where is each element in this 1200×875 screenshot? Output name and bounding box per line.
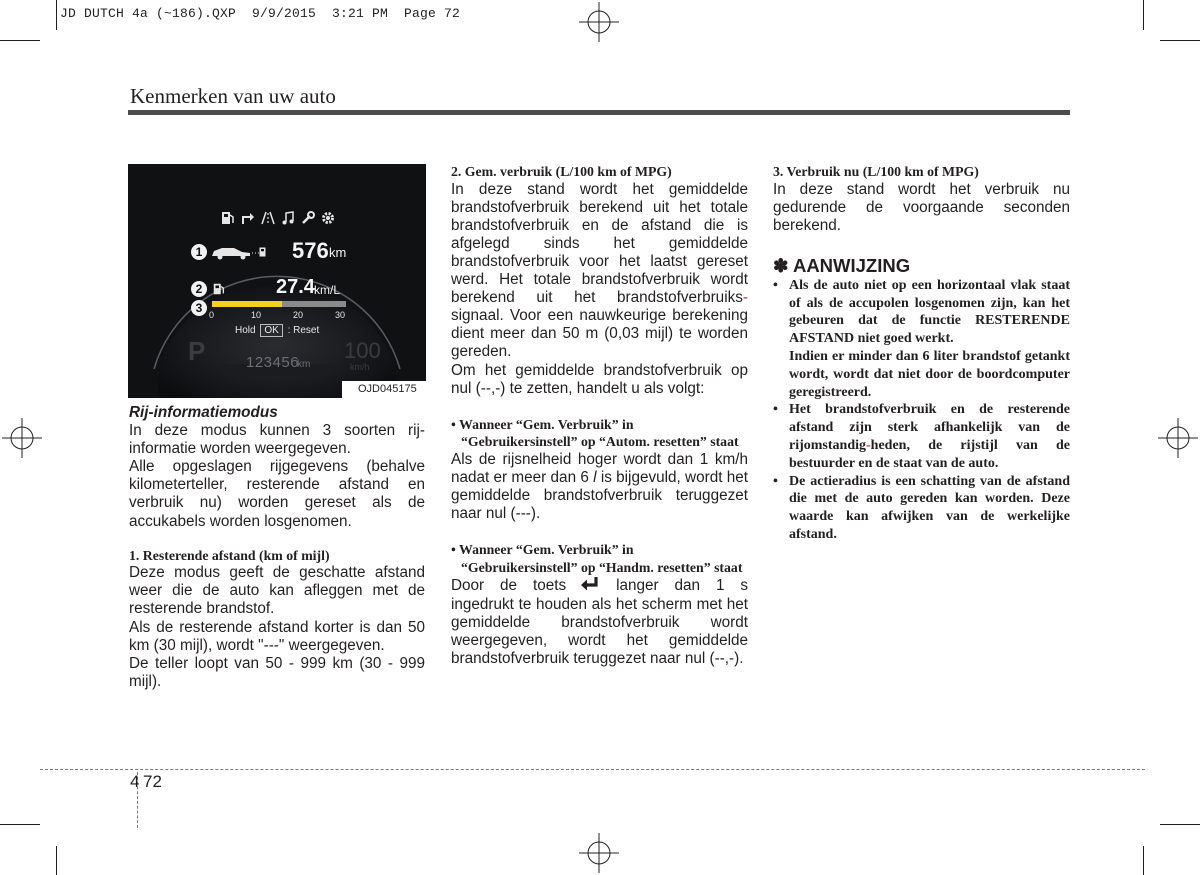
fuel-pump-icon: [220, 210, 236, 226]
crop-mark: [56, 0, 57, 30]
registration-mark-icon: [579, 833, 619, 873]
column-1: [129, 404, 425, 691]
hold-label: Hold: [235, 325, 256, 336]
chapter-number: 4: [130, 772, 140, 791]
crop-mark: [0, 40, 40, 41]
bar-tick-0: 0: [209, 310, 215, 320]
spacer: [451, 398, 748, 416]
bar-tick-20: 20: [293, 310, 304, 320]
spacer: [773, 235, 1070, 255]
crop-mark: [1160, 824, 1200, 825]
page-number: 72: [143, 772, 162, 791]
wrench-icon: [300, 210, 316, 226]
bar-tick-30: 30: [335, 310, 346, 320]
paragraph: Als de resterende afstand korter is dan 50 km (30 mijl), wordt "---" weergegeven.: [129, 618, 425, 654]
paragraph: Alle opgeslagen rijgegevens (behalve kilometerteller, resterende afstand en verbruik nu) worden gereset als de accukabels worden losgenomen.: [129, 458, 425, 530]
marker-2: 2: [191, 281, 207, 297]
music-note-icon: [280, 210, 296, 226]
range-value: 576: [292, 238, 329, 263]
turn-arrow-icon: [240, 210, 256, 226]
paragraph: Om het gemiddelde brandstofverbruik op nul (--,-) te zetten, handelt u als volgt:: [451, 361, 748, 397]
crop-mark: [1143, 0, 1144, 30]
ok-key: OK: [260, 324, 282, 337]
spacer: [129, 531, 425, 547]
odometer-unit: km: [297, 359, 311, 370]
odometer-value: 123456: [246, 354, 300, 371]
print-slug: JD DUTCH 4a (~186).QXP 9/9/2015 3:21 PM Page 72: [60, 6, 461, 21]
fuel-pump-icon: [258, 245, 270, 259]
column-3: [773, 163, 1070, 544]
registration-mark-icon: [2, 418, 42, 458]
column-2: [451, 163, 748, 668]
subheading-1: 1. Resterende afstand (km of mijl): [129, 547, 330, 563]
spacer: [451, 523, 748, 541]
note-bullet: • De actieradius is een schatting van de afstand die met de auto gereden kan worden. Deze waarde kan afwijken van de werkelijke afstand.: [773, 473, 1070, 544]
avg-consumption-value: 27.4: [276, 276, 315, 298]
section-title: Kenmerken van uw auto: [130, 84, 336, 108]
caption-title: Rij-informatiemodus: [129, 404, 278, 421]
return-key-icon: [580, 576, 600, 592]
paragraph: Door de toets langer dan 1 s ingedrukt te houden als het scherm met het gemiddelde brandstofverbruik wordt weergegeven, wordt het gemiddelde brandstofverbruik teruggezet naar nul (--,-).: [451, 577, 748, 667]
paragraph: Deze modus geeft de geschatte afstand weer die de auto kan afleggen met de resterende brandstof.: [129, 564, 425, 618]
paragraph: In deze stand wordt het verbruik nu gedurende de voorgaande seconden berekend.: [773, 180, 1070, 234]
crop-mark: [1160, 40, 1200, 41]
subheading-2: 2. Gem. verbruik (L/100 km of MPG): [451, 164, 672, 179]
crop-mark: [1143, 846, 1144, 875]
trip-menu-bar: [220, 210, 340, 226]
note-list: [773, 277, 1070, 544]
fuel-pump-icon: [212, 281, 226, 297]
hold-reset-hint: [235, 324, 319, 337]
subheading-3: 3. Verbruik nu (L/100 km of MPG): [773, 164, 979, 179]
road-icon: [260, 210, 276, 226]
marker-1: 1: [191, 244, 207, 260]
note-bullet: • Als de auto niet op een horizontaal vlak staat of als de accupolen losgenomen zijn, kan het gebeuren dat de functie RESTERENDE AFSTAND niet goed werkt. Indien er minder dan 6 liter brandstof getankt wordt, wordt dat niet door de boordcomputer geregistreerd.: [773, 277, 1070, 402]
gear-indicator: P: [188, 336, 206, 366]
bullet-heading-manual: • Wanneer “Gem. Verbruik” in “Gebruikersinstell” op “Handm. resetten” staat: [451, 542, 743, 575]
registration-mark-icon: [579, 2, 619, 42]
gear-icon: [320, 210, 336, 226]
header-rule: [128, 110, 1070, 115]
footer-rule: [40, 769, 1145, 770]
car-icon: [210, 244, 252, 260]
bar-tick-10: 10: [251, 310, 262, 320]
reset-label: : Reset: [287, 325, 320, 336]
figure-code: OJD045175: [358, 383, 417, 395]
speed-ghost-value: 100: [344, 338, 381, 363]
cluster-figure: [128, 164, 426, 398]
bullet-heading-auto: • Wanneer “Gem. Verbruik” in “Gebruikersinstell” op “Autom. resetten” staat: [451, 416, 739, 450]
paragraph: In deze stand wordt het gemiddelde brandstofverbruik berekend uit het totale brandstofverbruik en de afstand die is afgelegd sinds het gemiddelde brandstofverbruik voor het laatst gereset werd. Het totale brandstofverbruik wordt berekend uit het brandstofverbruiks-signaal. Voor een nauwkeurige berekening dient meer dan 50 m (0,03 mijl) te worden gereden.: [451, 180, 748, 361]
registration-mark-icon: [1158, 418, 1198, 458]
crop-mark: [0, 824, 40, 825]
paragraph: In deze modus kunnen 3 soorten rij-informatie worden weergegeven.: [129, 422, 425, 458]
speed-ghost-unit: km/h: [350, 362, 370, 372]
avg-consumption-unit: km/L: [314, 283, 341, 297]
instant-consumption-bar-fill: [212, 301, 282, 307]
crop-mark: [56, 846, 57, 875]
instant-consumption-bar: [212, 301, 346, 307]
note-bullet: • Het brandstofverbruik en de resterende afstand zijn sterk afhankelijk van de rijomstandig-heden, de rijstijl van de bestuurder en de staat van de auto.: [773, 401, 1070, 472]
paragraph: Als de rijsnelheid hoger wordt dan 1 km/h nadat er meer dan 6 l is bijgevuld, wordt het gemiddelde brandstofverbruik teruggezet naar nul (---).: [451, 450, 748, 523]
paragraph: De teller loopt van 50 - 999 km (30 - 999 mijl).: [129, 654, 425, 690]
range-unit: km: [329, 245, 347, 260]
marker-3: 3: [191, 300, 207, 316]
note-title: ✽ AANWIJZING: [773, 254, 911, 276]
